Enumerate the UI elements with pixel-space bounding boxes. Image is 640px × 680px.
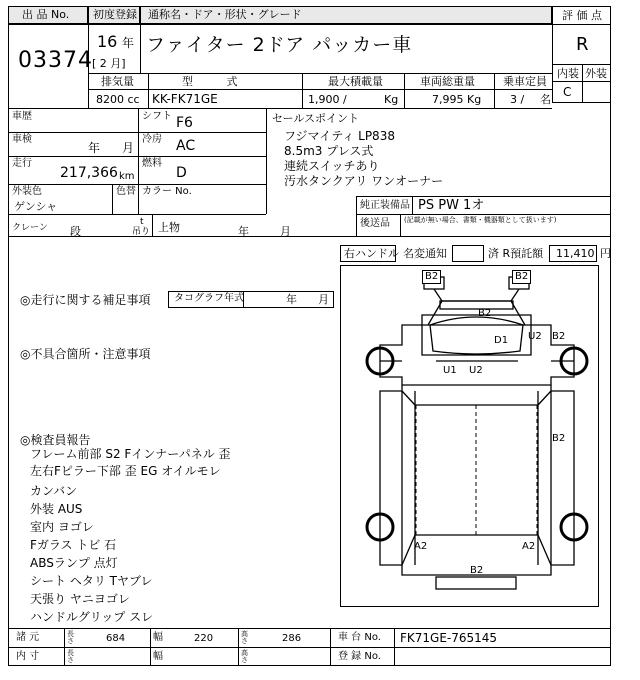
model-code-label: 型 式 (182, 75, 238, 88)
capacity-label: 乗車定員 (503, 75, 547, 88)
interior-grade: C (563, 85, 572, 99)
length-label: 長さ (67, 630, 74, 645)
lot-number: 03374 (18, 48, 93, 73)
recycle-unit: 円 (600, 247, 611, 260)
interior-dimensions-label: 内 寸 (16, 651, 40, 662)
capacity-unit: 名 (540, 93, 551, 106)
inspection-year-unit: 年 (88, 141, 101, 155)
damage-mark: B2 (470, 565, 484, 576)
mileage-value: 217,366 (60, 165, 118, 181)
sales-point-title: セールスポイント (272, 112, 360, 125)
inspector-line: 天張り ヤニヨゴレ (30, 592, 130, 606)
first-reg-year: 16 (97, 32, 118, 51)
model-code: KK-FK71GE (152, 92, 218, 106)
inspector-line: ハンドルグリップ スレ (30, 610, 154, 624)
damage-mark: B2 (552, 433, 566, 444)
ac-value: AC (176, 138, 196, 154)
mileage-unit: km (119, 171, 135, 182)
color-change-label: 色替 (116, 186, 136, 197)
lot-label: 出 品 No. (22, 8, 70, 21)
title-change-label: 名変通知 (403, 247, 447, 260)
inspector-line: Fガラス トビ 石 (30, 538, 117, 552)
inspector-line: カンバン (30, 484, 78, 498)
inspection-label: 車検 (12, 134, 32, 145)
damage-mark: U2 (528, 331, 542, 342)
inspector-line: 室内 ヨゴレ (30, 520, 94, 534)
recycle-label: 済 R預託額 (488, 247, 544, 260)
defects-title: ◎不具合箇所・注意事項 (20, 347, 151, 361)
sales-point-line: 連続スイッチあり (284, 159, 380, 173)
width-label: 幅 (153, 632, 163, 643)
capacity-value: 3 / (510, 93, 525, 106)
model-label: 通称名・ドア・形状・グレード (148, 8, 302, 21)
crane-ton-unit: t (140, 217, 144, 227)
registration-label: 登 録 No. (338, 651, 381, 662)
exterior-grade-label: 外装 (585, 67, 607, 80)
upper-month-unit: 月 (280, 225, 291, 238)
gross-weight-label: 車両総重量 (420, 75, 475, 88)
damage-mark: B2 (512, 270, 531, 284)
year-unit: 年 (122, 36, 135, 50)
driving-notes-title: ◎走行に関する補足事項 (20, 293, 151, 307)
tachograph-year-unit: 年 (286, 293, 297, 306)
first-reg-month: [ 2 月] (92, 57, 126, 70)
title-change-box (452, 245, 484, 262)
tachograph-month-unit: 月 (318, 293, 329, 306)
chassis-label: 車 台 No. (338, 632, 381, 643)
interior-height-label: 高さ (241, 649, 248, 664)
inspector-line: シート ヘタリ Tヤブレ (30, 574, 153, 588)
max-load-label: 最大積載量 (328, 75, 383, 88)
displacement-label: 排気量 (101, 75, 134, 88)
damage-mark: A2 (414, 541, 428, 552)
height-label: 高さ (241, 630, 248, 645)
grade-label: 評 価 点 (562, 9, 602, 22)
interior-width-label: 幅 (153, 651, 163, 662)
damage-mark: D1 (494, 335, 509, 346)
sales-point-line: 8.5m3 プレス式 (284, 144, 374, 158)
damage-mark: U1 (443, 365, 457, 376)
max-load-unit: Kg (384, 93, 399, 106)
aftermarket-label: 後送品 (360, 218, 390, 229)
upper-year-unit: 年 (238, 225, 249, 238)
inspector-line: 外装 AUS (30, 502, 83, 516)
interior-grade-label: 内装 (557, 67, 579, 80)
genuine-equipment-label: 純正装備品 (360, 200, 410, 211)
first-reg-label: 初度登録 (93, 8, 137, 21)
damage-mark: B2 (422, 270, 441, 284)
color-code-label: カラー No. (142, 186, 192, 197)
interior-length-label: 長さ (67, 649, 74, 664)
genuine-equipment: PS PW 1オ (418, 198, 485, 213)
width-value: 220 (194, 633, 214, 644)
inspection-month-unit: 月 (122, 141, 135, 155)
max-load-value: 1,900 / (308, 93, 347, 106)
height-value: 286 (282, 633, 302, 644)
damage-mark: B2 (552, 331, 566, 342)
inspector-line: 左右Fピラー下部 歪 EG オイルモレ (30, 464, 221, 478)
mileage-label: 走行 (12, 158, 32, 169)
ac-label: 冷房 (142, 134, 162, 145)
crane-stage-unit: 段 (70, 225, 81, 238)
chassis-number: FK71GE-765145 (400, 631, 498, 645)
recycle-amount: 11,410 (556, 247, 595, 260)
specs-dimensions-label: 諸 元 (16, 632, 40, 643)
damage-mark: U2 (469, 365, 483, 376)
history-label: 車歴 (12, 111, 32, 122)
aftermarket-note: (記載が無い場合、書類・機器類として扱います) (404, 216, 557, 224)
color-label: 外装色 (12, 186, 42, 197)
inspector-line: ABSランプ 点灯 (30, 556, 118, 570)
upper-body-label: 上物 (158, 221, 180, 234)
sales-point-line: フジマイティ LP838 (284, 129, 395, 143)
displacement-value: 8200 cc (96, 93, 140, 106)
shift-label: シフト (142, 111, 172, 122)
rhd-label: 右ハンドル (344, 247, 399, 260)
length-value: 684 (106, 633, 126, 644)
sales-point-line: 汚水タンクアリ ワンオーナー (284, 174, 444, 188)
crane-label: クレーン (12, 223, 48, 233)
damage-mark: B2 (478, 308, 492, 319)
inspector-title: ◎検査員報告 (20, 433, 91, 447)
vehicle-name: ファイター 2ドア パッカー車 (146, 34, 413, 56)
fuel-label: 燃料 (142, 158, 162, 169)
gross-weight-value: 7,995 Kg (432, 93, 482, 106)
tachograph-label: タコグラフ年式 (174, 293, 244, 304)
crane-hanging-unit: 吊り (132, 227, 151, 237)
fuel-value: D (176, 165, 187, 181)
color-value: ゲンシャ (14, 200, 58, 213)
shift-value: F6 (176, 115, 193, 131)
inspector-line: フレーム前部 S2 Fインナーパネル 歪 (30, 447, 231, 461)
damage-mark: A2 (522, 541, 536, 552)
grade-value: R (576, 34, 589, 55)
